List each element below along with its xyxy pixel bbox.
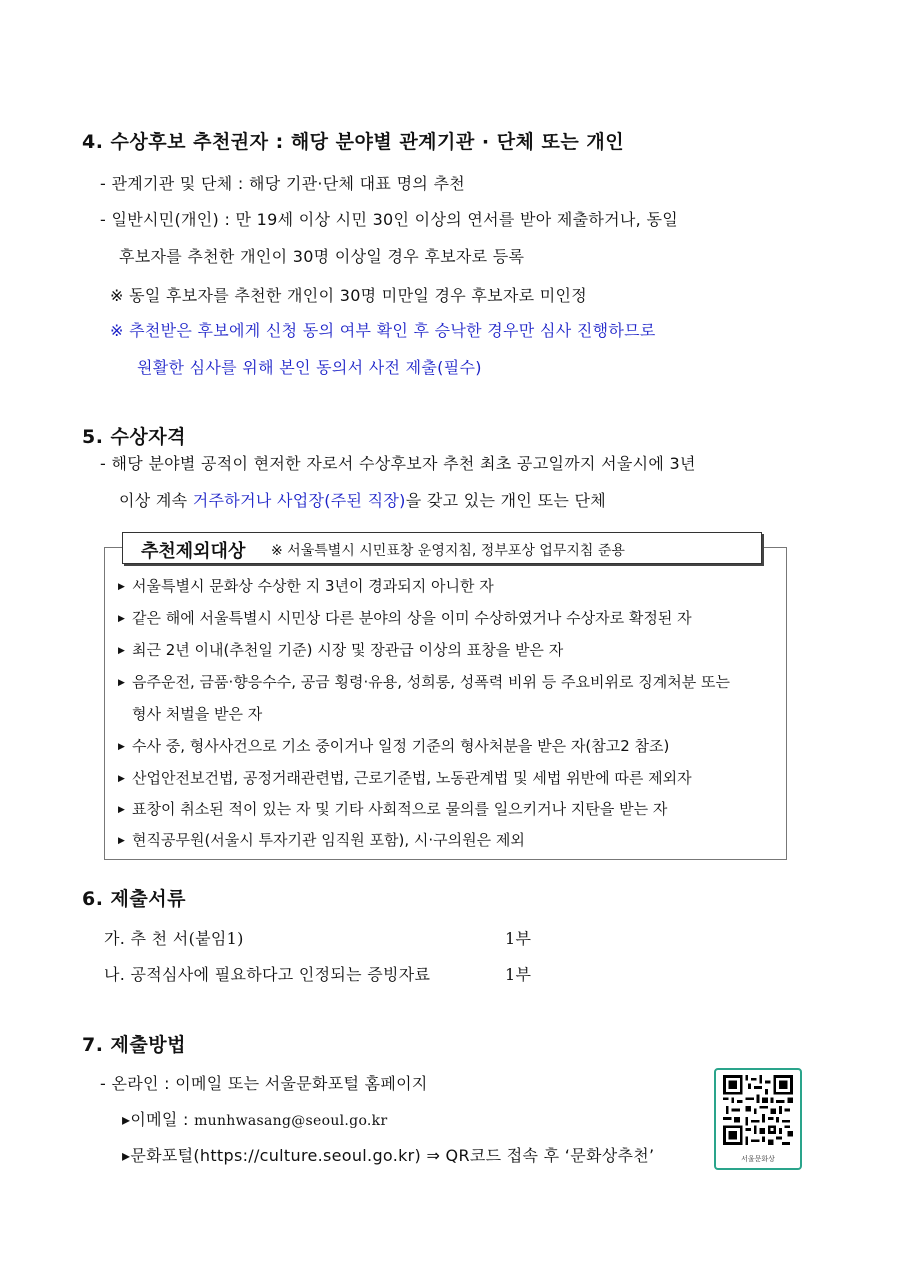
exclusion-item: ▶ 수사 중, 형사사건으로 기소 중이거나 일정 기준의 형사처분을 받은 자(참고2 참조) [118, 737, 670, 755]
exclusion-title-bar [122, 532, 762, 564]
online-method: - 온라인 : 이메일 또는 서울문화포털 홈페이지 [100, 1074, 428, 1093]
bullet-triangle-icon: ▶ [118, 678, 125, 688]
section4-item-organizations: - 관계기관 및 단체 : 해당 기관·단체 대표 명의 추천 [100, 174, 465, 193]
doc2-count: 1부 [505, 965, 532, 984]
section4-note-minimum: ※ 동일 후보자를 추천한 개인이 30명 미만일 경우 후보자로 미인정 [110, 286, 588, 305]
email-label: ▸이메일 : [122, 1110, 189, 1129]
doc2-label: 나. 공적심사에 필요하다고 인정되는 증빙자료 [104, 965, 431, 984]
portal-link[interactable]: ▸문화포털(https://culture.seoul.go.kr) ⇒ QR코드 접속 후 ‘문화상추천’ [122, 1146, 655, 1165]
section4-item-citizens: - 일반시민(개인) : 만 19세 이상 시민 30인 이상의 연서를 받아 제출하거나, 동일 [100, 210, 678, 229]
doc1-label: 가. 추 천 서(붙임1) [104, 929, 244, 948]
bullet-triangle-icon: ▶ [118, 646, 125, 656]
exclusion-item: ▶ 같은 해에 서울특별시 시민상 다른 분야의 상을 이미 수상하였거나 수상자로 확정된 자 [118, 609, 692, 627]
email-link[interactable]: munhwasang@seoul.go.kr [194, 1113, 388, 1129]
bullet-triangle-icon: ▶ [118, 805, 125, 815]
section4-note-consent: ※ 추천받은 후보에게 신청 동의 여부 확인 후 승낙한 경우만 심사 진행하므로 [110, 321, 656, 340]
section6-heading: 6. 제출서류 [82, 888, 186, 910]
exclusion-item: ▶ 최근 2년 이내(추천일 기준) 시장 및 장관급 이상의 표창을 받은 자 [118, 641, 564, 659]
section4-note-consent-cont: 원활한 심사를 위해 본인 동의서 사전 제출(필수) [137, 358, 482, 377]
exclusion-title: 추천제외대상 [141, 541, 246, 562]
exclusion-item-cont: 형사 처벌을 받은 자 [132, 705, 263, 723]
section5-line2 [119, 488, 606, 511]
doc1-count: 1부 [505, 929, 532, 948]
section5-line1: - 해당 분야별 공적이 현저한 자로서 수상후보자 추천 최초 공고일까지 서울시에 3년 [100, 454, 696, 473]
exclusion-item: ▶ 현직공무원(서울시 투자기관 임직원 포함), 시·구의원은 제외 [118, 831, 525, 849]
bullet-triangle-icon: ▶ [118, 774, 125, 784]
exclusion-item: ▶ 서울특별시 문화상 수상한 지 3년이 경과되지 아니한 자 [118, 577, 494, 595]
qr-caption: 서울문화상 [741, 1155, 775, 1163]
exclusion-item: ▶ 산업안전보건법, 공정거래관련법, 근로기준법, 노동관계법 및 세법 위반에 따른 제외자 [118, 769, 692, 787]
exclusion-note: ※ 서울특별시 시민표창 운영지침, 정부포상 업무지침 준용 [271, 543, 625, 559]
bullet-triangle-icon: ▶ [118, 614, 125, 624]
bullet-triangle-icon: ▶ [118, 582, 125, 592]
section5-line2-post: 을 갖고 있는 개인 또는 단체 [405, 491, 606, 510]
bullet-triangle-icon: ▶ [118, 742, 125, 752]
section7-heading: 7. 제출방법 [82, 1034, 186, 1056]
bullet-triangle-icon: ▶ [118, 836, 125, 846]
section5-heading: 5. 수상자격 [82, 426, 186, 448]
section4-heading: 4. 수상후보 추천권자 : 해당 분야별 관계기관 · 단체 또는 개인 [82, 131, 625, 153]
email-line [122, 1107, 387, 1130]
exclusion-item: ▶ 표창이 취소된 적이 있는 자 및 기타 사회적으로 물의를 일으키거나 지탄을 받는 자 [118, 800, 668, 818]
qr-code-card[interactable] [714, 1068, 802, 1170]
qr-code-icon [723, 1075, 793, 1145]
section5-line2-pre: 이상 계속 [119, 491, 193, 510]
section4-item-citizens-cont: 후보자를 추천한 개인이 30명 이상일 경우 후보자로 등록 [119, 247, 525, 266]
section5-line2-highlight: 거주하거나 사업장(주된 직장) [192, 491, 406, 510]
exclusion-item: ▶ 음주운전, 금품·향응수수, 공금 횡령·유용, 성희롱, 성폭력 비위 등 주요비위로 징계처분 또는 [118, 673, 730, 691]
